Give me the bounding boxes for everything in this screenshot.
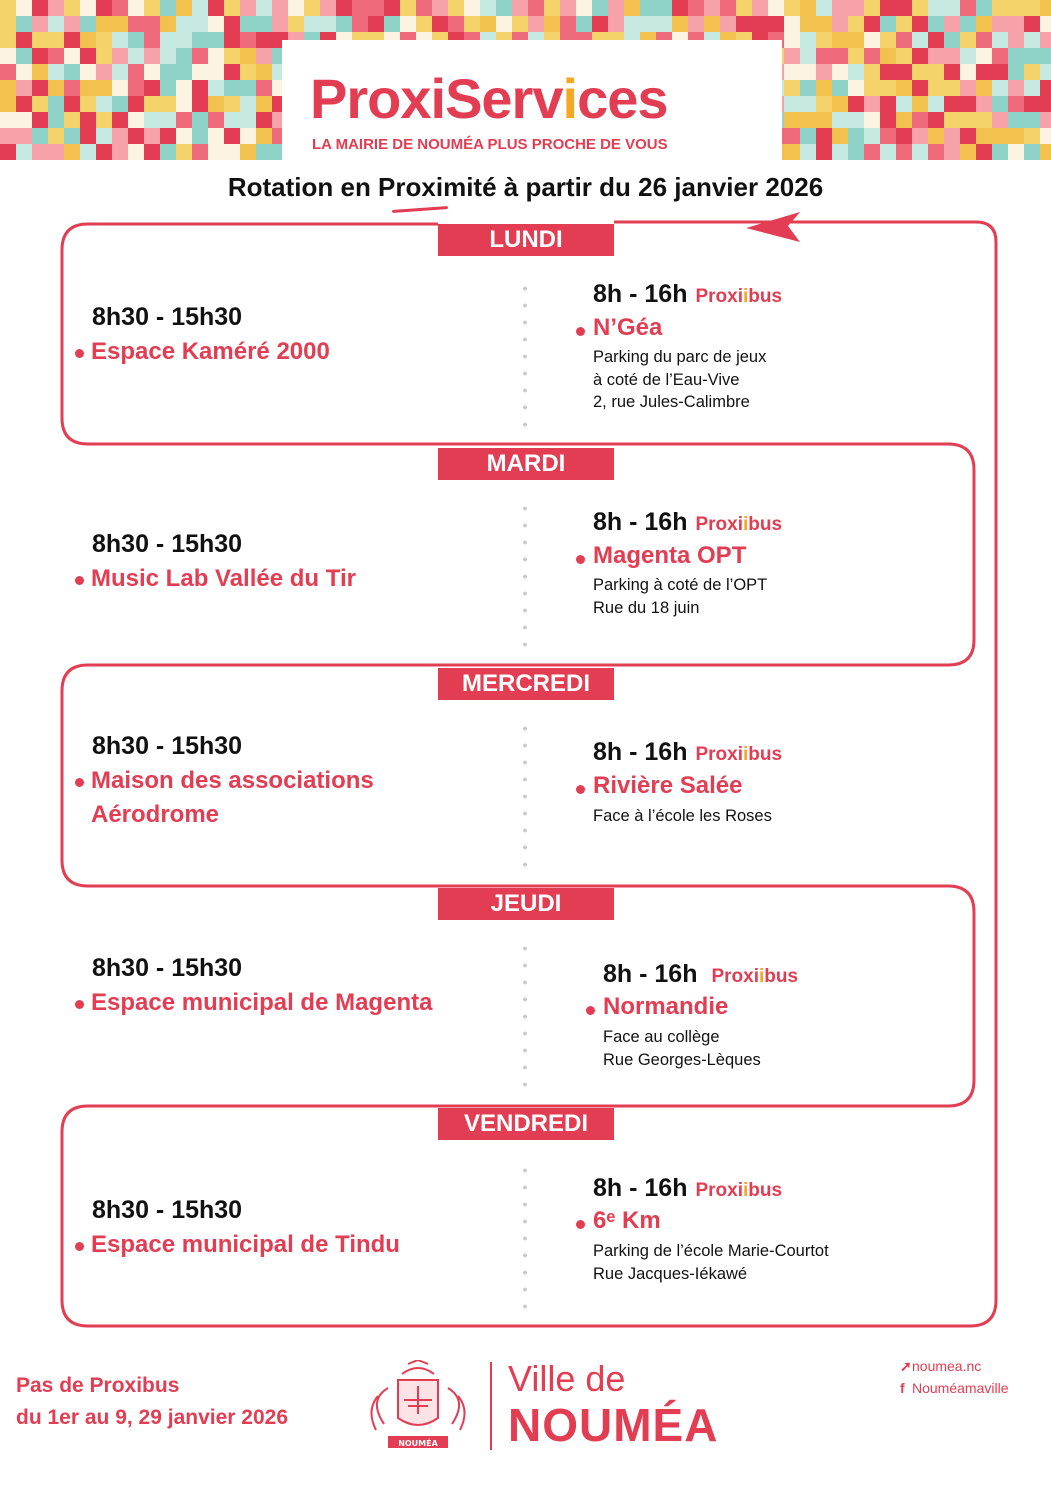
city-name-line2: NOUMÉA <box>508 1399 719 1451</box>
proxibus-address: Parking du parc de jeux à coté de l’Eau-Vive 2, rue Jules-Calimbre <box>593 348 767 411</box>
city-crest-icon <box>358 1360 478 1452</box>
proxibus-label: Proxiibus <box>695 1180 783 1201</box>
send-arrow-icon: ➚ <box>900 1358 912 1374</box>
proxibus-address: Face au collège Rue Georges-Lèques <box>603 1028 761 1069</box>
day-label-mercredi: MERCREDI <box>438 668 614 700</box>
rotation-arrow-head <box>746 212 800 242</box>
day-label-mardi: MARDI <box>438 448 614 480</box>
service-location: Espace Kaméré 2000 <box>91 338 330 365</box>
proxibus-hours: 8h - 16h Proxiibus <box>593 508 783 536</box>
bullet-icon <box>75 1242 84 1251</box>
proxibus-hours: 8h - 16h Proxiibus <box>593 280 783 308</box>
column-separator <box>523 280 527 430</box>
proxibus-hours: 8h - 16h Proxiibus <box>593 738 783 766</box>
bullet-icon <box>75 349 84 358</box>
bullet-icon <box>75 576 84 585</box>
day-label-jeudi: JEUDI <box>438 888 614 920</box>
brand-tagline: LA MAIRIE DE NOUMÉA PLUS PROCHE DE VOUS <box>312 136 668 153</box>
footer-notice: Pas de Proxibus du 1er au 9, 29 janvier 2026 <box>16 1374 288 1429</box>
proxibus-address: Parking à coté de l’OPT Rue du 18 juin <box>593 576 768 617</box>
proxibus-location: Magenta OPT <box>593 542 747 569</box>
day-label-lundi: LUNDI <box>438 224 614 256</box>
facebook-icon: f <box>900 1380 905 1396</box>
day-label-vendredi: VENDREDI <box>438 1108 614 1140</box>
bullet-icon <box>75 778 84 787</box>
proxibus-location: 6ᵉ Km <box>593 1207 661 1234</box>
service-hours: 8h30 - 15h30 <box>92 1196 243 1224</box>
column-separator <box>523 940 527 1090</box>
proxibus-location: Normandie <box>603 993 729 1020</box>
bullet-icon <box>576 785 585 794</box>
bullet-icon <box>576 555 585 564</box>
brand-logo: ProxiServices <box>310 67 668 130</box>
proxibus-label: Proxiibus <box>695 744 783 765</box>
bullet-icon <box>586 1006 595 1015</box>
proxibus-label: Proxiibus <box>695 286 783 307</box>
bullet-icon <box>75 1000 84 1009</box>
service-location: Espace municipal de Tindu <box>91 1231 400 1258</box>
facebook-link[interactable]: f Nouméamaville <box>900 1380 1009 1396</box>
city-name-line1: Ville de <box>508 1358 626 1399</box>
bullet-icon <box>576 1220 585 1229</box>
proxibus-label: Proxiibus <box>695 514 783 535</box>
proxibus-address: Face à l’école les Roses <box>593 807 772 825</box>
proxibus-hours: 8h - 16h Proxiibus <box>603 960 799 988</box>
page-title: Rotation en Proximité à partir du 26 janvier 2026 <box>227 172 824 202</box>
proxibus-hours: 8h - 16h Proxiibus <box>593 1174 783 1202</box>
service-hours: 8h30 - 15h30 <box>92 732 243 760</box>
column-separator <box>523 720 527 872</box>
footer-divider <box>490 1362 492 1450</box>
service-hours: 8h30 - 15h30 <box>92 954 243 982</box>
service-location: Music Lab Vallée du Tir <box>91 565 356 592</box>
service-hours: 8h30 - 15h30 <box>92 530 243 558</box>
proxibus-label: Proxiibus <box>711 966 799 987</box>
service-location: Espace municipal de Magenta <box>91 989 433 1016</box>
column-separator <box>523 500 527 650</box>
proxibus-address: Parking de l’école Marie-Courtot Rue Jacques-Iékawé <box>593 1242 829 1283</box>
column-separator <box>523 1162 527 1312</box>
proxibus-location: N’Géa <box>593 314 663 341</box>
service-location: Maison des associations Aérodrome <box>91 767 374 828</box>
bullet-icon <box>576 327 585 336</box>
website-link[interactable]: ➚noumea.nc <box>900 1358 982 1374</box>
proxibus-location: Rivière Salée <box>593 772 743 799</box>
service-hours: 8h30 - 15h30 <box>92 303 243 331</box>
crest-banner-text: NOUMÉA <box>398 1439 438 1448</box>
